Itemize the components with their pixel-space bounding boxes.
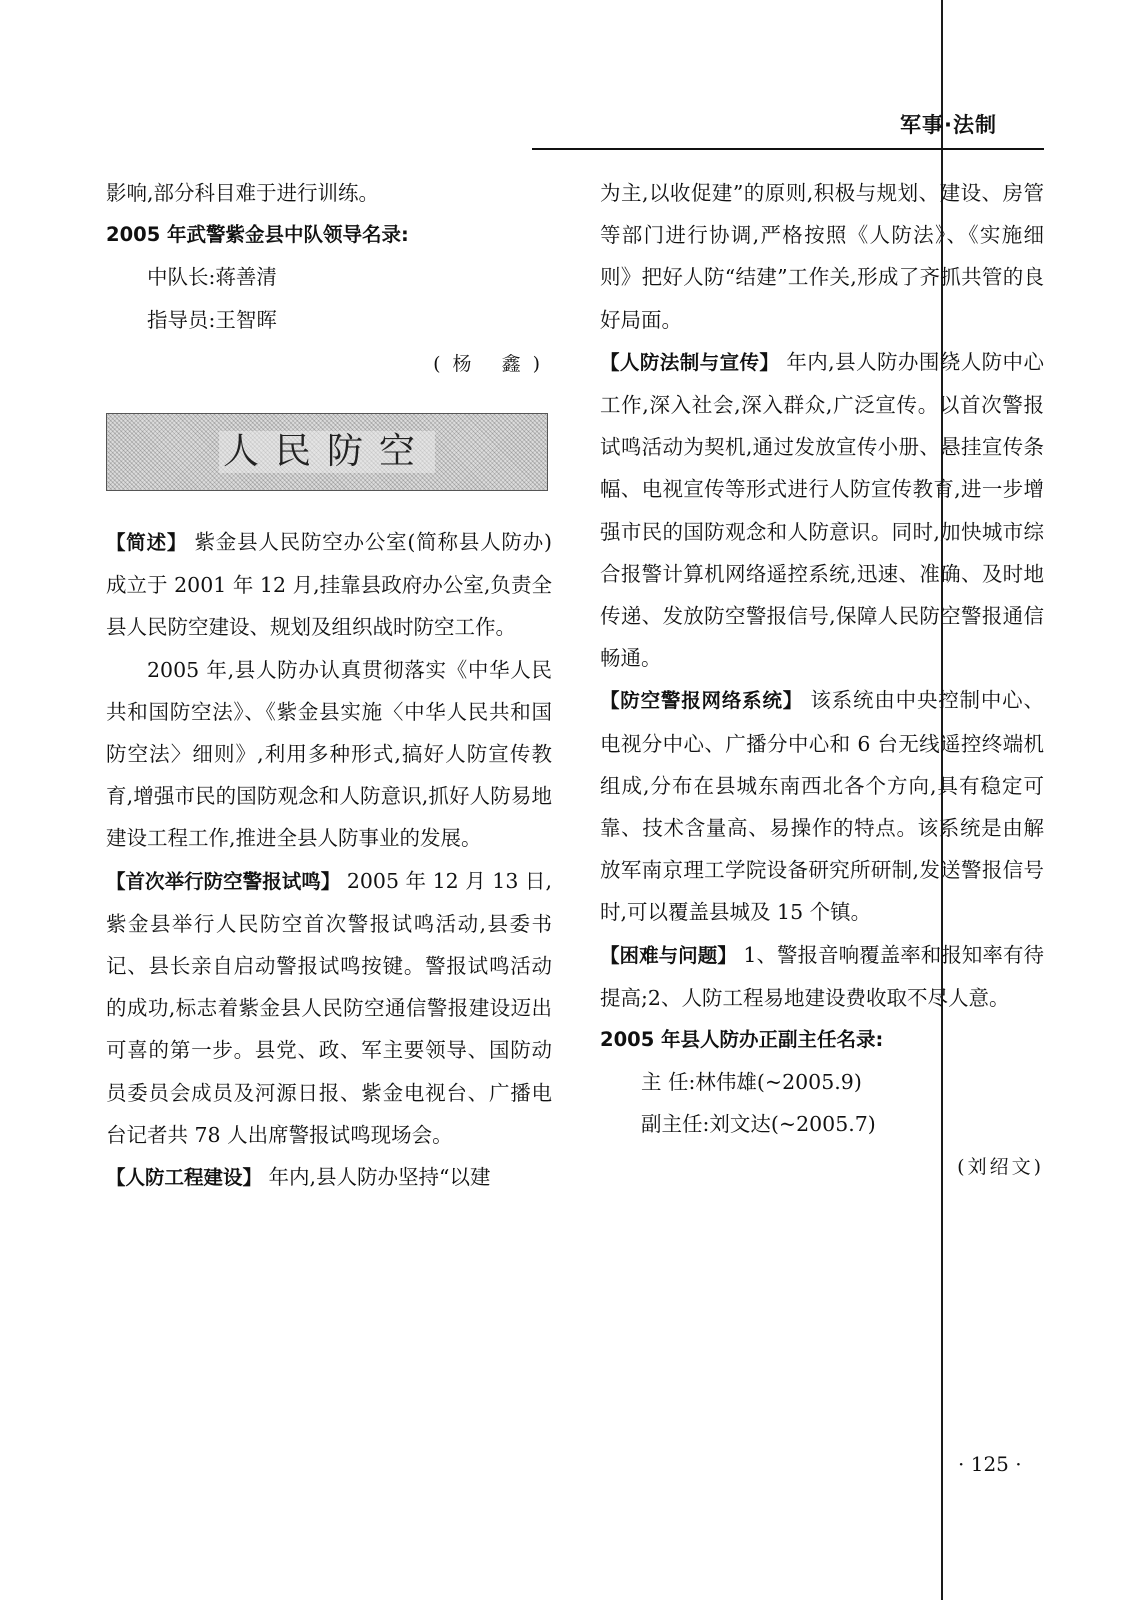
- overview-text: 紫金县人民防空办公室(简称县人防办)成立于 2001 年 12 月,挂靠县政府办公室,负责全县人民防空建设、规划及组织战时防空工作。: [106, 530, 552, 640]
- author-credit: (刘绍文): [957, 1155, 1044, 1178]
- continuation-paragraph: 影响,部分科目难于进行训练。: [106, 181, 380, 205]
- squadron-leader-item: 中队长:蒋善清: [147, 265, 277, 290]
- section-header: 军事·法制: [900, 113, 997, 137]
- alarm-network-tag: 【防空警报网络系统】: [600, 689, 804, 713]
- author-credit: (杨 鑫): [433, 352, 552, 375]
- deputy-director-item: 副主任:刘文达(~2005.7): [641, 1112, 876, 1137]
- problems-tag: 【困难与问题】: [600, 943, 737, 967]
- law-publicity-text: 年内,县人防办围绕人防中心工作,深入社会,深入群众,广泛宣传。以首次警报试鸣活动为契机,通过发放宣传小册、悬挂宣传条幅、电视宣传等形式进行人防宣传教育,进一步增强市民的国防观念和人防意识。同时,加快城市综合报警计算机网络遥控系统,迅速、准确、及时地传递、发放防空警报信号,保障人民防空警报通信畅通。: [600, 349, 1044, 671]
- alarm-test-text: 2005 年 12 月 13 日,紫金县举行人民防空首次警报试鸣活动,县委书记、县长亲自启动警报试鸣按键。警报试鸣活动的成功,标志着紫金县人民防空通信警报建设迈出可喜的第一步。县党、政、军主要领导、国防动员委员会成员及河源日报、紫金电视台、广播电台记者共 78 人出席警报试鸣现场会。: [106, 868, 552, 1147]
- right-column: [600, 172, 1044, 1188]
- section-title: 人民防空: [219, 431, 435, 473]
- left-column: [106, 172, 552, 1199]
- political-instructor-item: 指导员:王智晖: [147, 307, 277, 332]
- alarm-network-text: 该系统由中央控制中心、电视分中心、广播分中心和 6 台无线遥控终端机组成,分布在县城东南西北各个方向,具有稳定可靠、技术含量高、易操作的特点。该系统是由解放军南京理工学院设备研究所研制,发送警报信号时,可以覆盖县城及 15 个镇。: [600, 688, 1044, 925]
- overview-paragraph: [106, 521, 552, 649]
- problems-paragraph: [600, 934, 1044, 1019]
- director-item: 主 任:林伟雄(~2005.9): [641, 1070, 862, 1095]
- alarm-network-paragraph: [600, 679, 1044, 933]
- works-paragraph: [106, 1156, 552, 1199]
- squadron-leaders-title: 2005 年武警紫金县中队领导名录:: [106, 223, 409, 247]
- directors-title: 2005 年县人防办正副主任名录:: [600, 1028, 884, 1052]
- problems-text: 1、警报音响覆盖率和报知率有待提高;2、人防工程易地建设费收取不尽人意。: [600, 942, 1044, 1010]
- year-2005-paragraph: 2005 年,县人防办认真贯彻落实《中华人民共和国防空法》、《紫金县实施〈中华人民共和国防空法〉细则》,利用多种形式,搞好人防宣传教育,增强市民的国防观念和人防意识,抓好人防易地建设工程工作,推进全县人防事业的发展。: [106, 657, 552, 851]
- law-publicity-paragraph: [600, 341, 1044, 680]
- alarm-test-tag: 【首次举行防空警报试鸣】: [106, 869, 341, 893]
- law-publicity-tag: 【人防法制与宣传】: [600, 350, 780, 374]
- works-tag: 【人防工程建设】: [106, 1166, 263, 1190]
- works-text: 年内,县人防办坚持“以建: [262, 1165, 491, 1190]
- header-rule: [532, 148, 1044, 150]
- works-continuation-paragraph: 为主,以收促建”的原则,积极与规划、建设、房管等部门进行协调,严格按照《人防法》、《实施细则》把好人防“结建”工作关,形成了齐抓共管的良好局面。: [600, 181, 1044, 332]
- page-number: · 125 ·: [958, 1452, 1022, 1476]
- overview-tag: 【简述】: [106, 531, 188, 555]
- alarm-test-paragraph: [106, 860, 552, 1156]
- section-title-box: [106, 413, 548, 491]
